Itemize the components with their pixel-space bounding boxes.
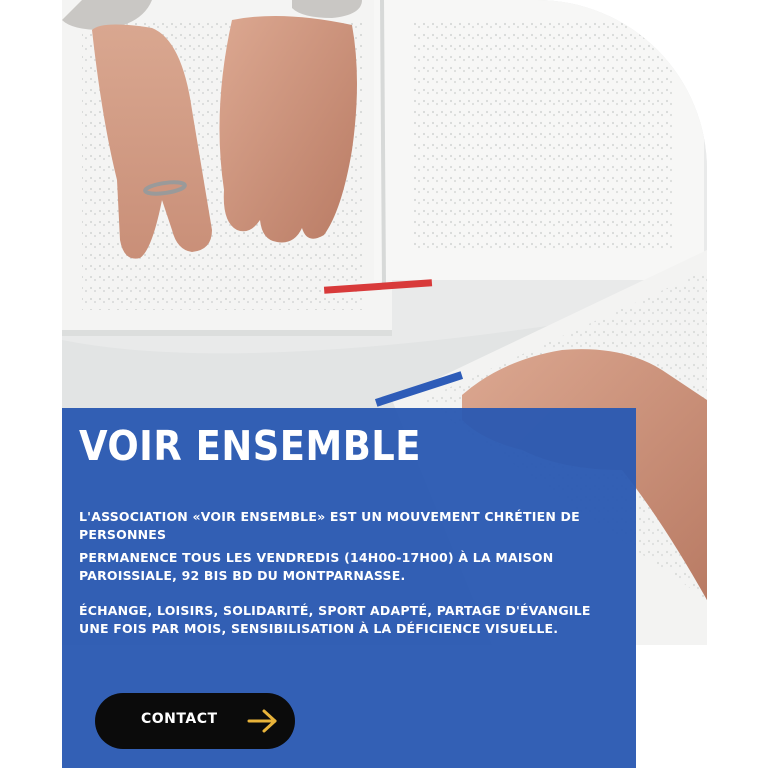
page-title: VOIR ENSEMBLE <box>79 422 422 470</box>
description-paragraph: L'ASSOCIATION «VOIR ENSEMBLE» EST UN MOUVEMENT CHRÉTIEN DE PERSONNES <box>79 509 580 542</box>
info-panel <box>62 408 636 768</box>
activities-paragraph: ÉCHANGE, LOISIRS, SOLIDARITÉ, SPORT ADAPTÉ, PARTAGE D'ÉVANGILE UNE FOIS PAR MOIS, SENSIBILISATION À LA DÉFICIENCE VISUELLE. <box>79 603 591 636</box>
contact-button[interactable] <box>95 693 295 749</box>
arrow-right-icon <box>247 708 279 734</box>
upper-right-hand <box>220 16 358 242</box>
contact-button-label: CONTACT <box>141 711 218 727</box>
schedule-paragraph: PERMANENCE TOUS LES VENDREDIS (14H00-17H00) À LA MAISON PAROISSIALE, 92 BIS BD DU MONTPARNASSE. <box>79 550 554 583</box>
